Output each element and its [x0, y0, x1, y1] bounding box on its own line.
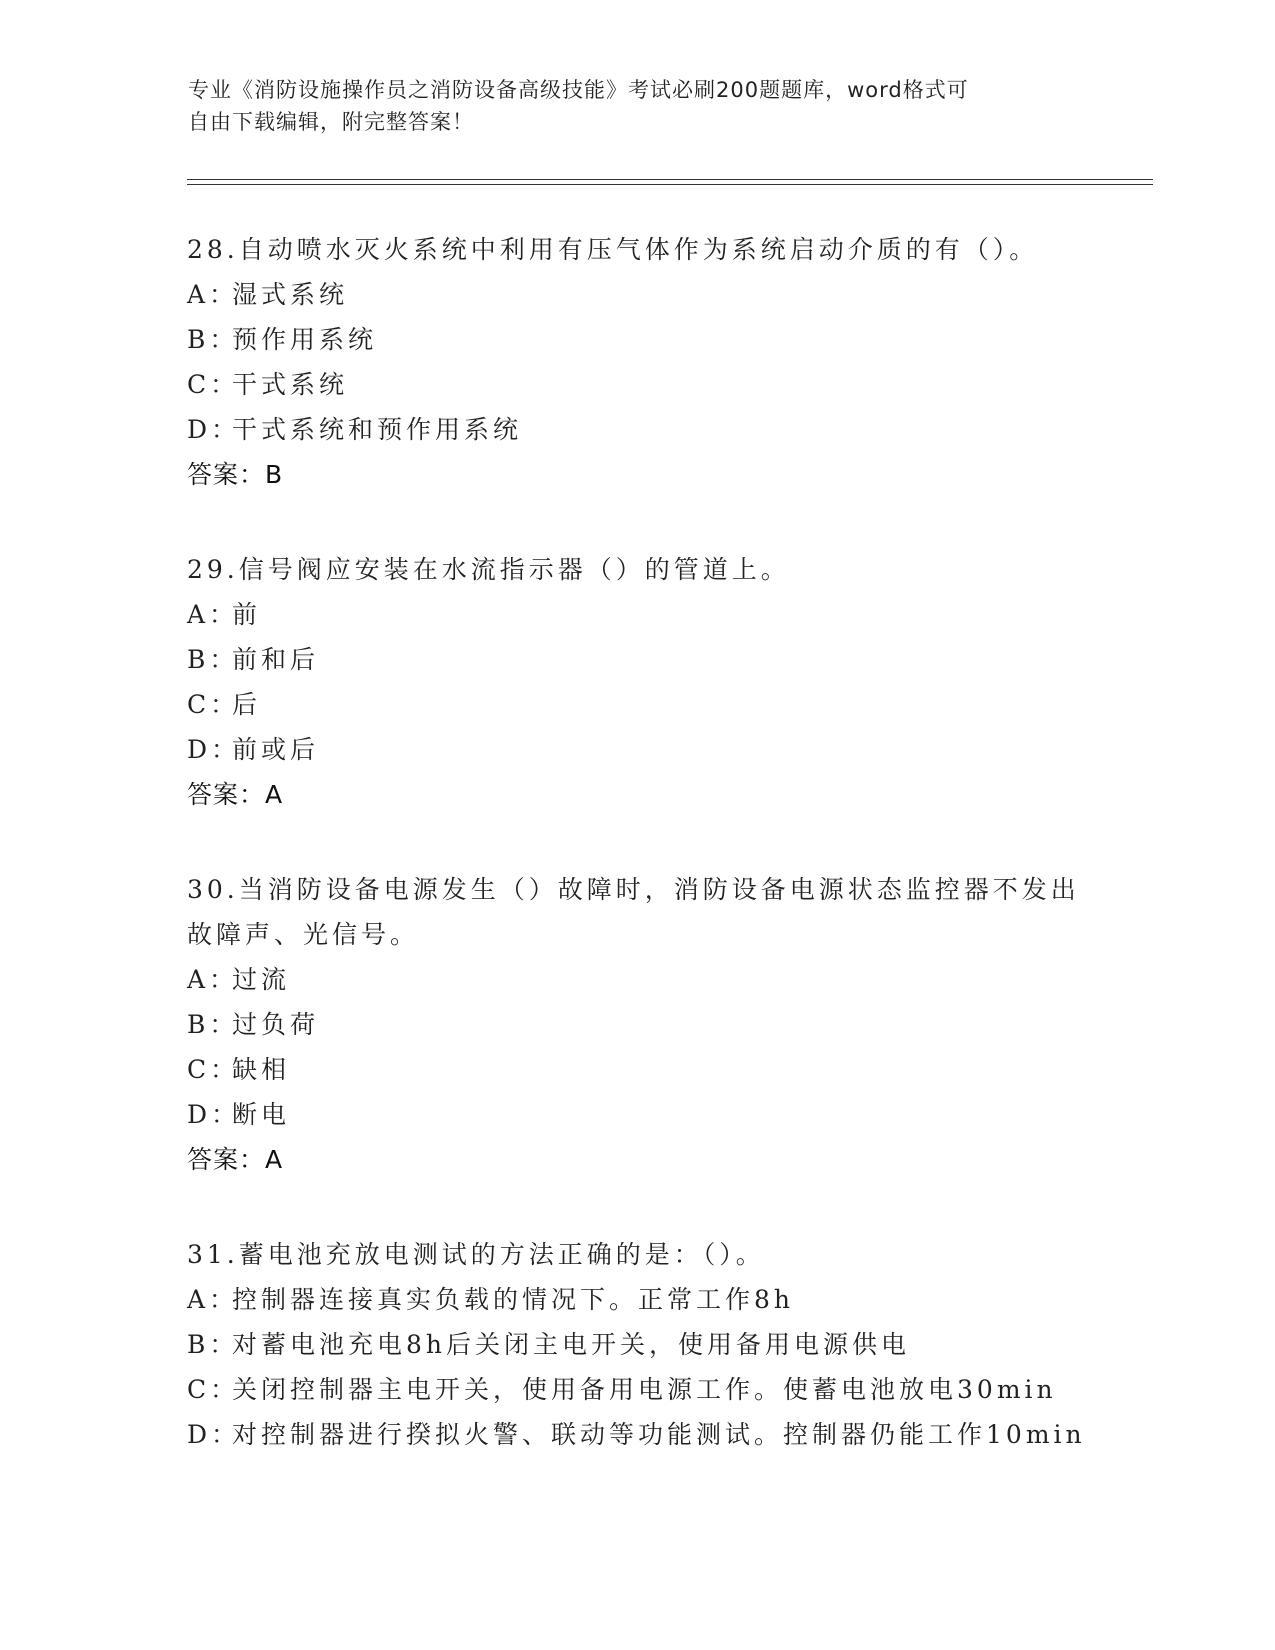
option-text: 前 — [232, 600, 262, 629]
option-key: C： — [187, 370, 240, 399]
option-text: 湿式系统 — [232, 280, 349, 309]
option-text: 过负荷 — [232, 1010, 320, 1039]
option-key: A： — [187, 1285, 239, 1314]
question-stem — [187, 547, 1107, 592]
question-stem — [187, 1232, 1107, 1277]
question-stem-line: 29.信号阀应安装在水流指示器（）的管道上。 — [187, 555, 790, 584]
option-text: 干式系统和预作用系统 — [232, 415, 523, 444]
option-a — [187, 1277, 1107, 1322]
option-a — [187, 957, 1107, 1002]
header-line-2: 自由下载编辑，附完整答案！ — [188, 110, 474, 134]
option-c — [187, 1047, 1107, 1092]
option-text: 后 — [232, 690, 262, 719]
option-text: 断电 — [232, 1100, 291, 1129]
option-key: D： — [187, 415, 241, 444]
option-text: 干式系统 — [232, 370, 349, 399]
option-b — [187, 317, 1107, 362]
question-stem-line: 28.自动喷水灭火系统中利用有压气体作为系统启动介质的有（）。 — [187, 235, 1039, 264]
option-d — [187, 727, 1107, 772]
question-stem-line: 31.蓄电池充放电测试的方法正确的是：（）。 — [187, 1240, 765, 1269]
option-text: 前或后 — [232, 735, 320, 764]
option-key: D： — [187, 1100, 241, 1129]
option-key: C： — [187, 1055, 240, 1084]
option-key: C： — [187, 1375, 240, 1404]
option-key: A： — [187, 280, 239, 309]
answer-line: 答案：A — [187, 780, 284, 809]
header-divider-bottom — [187, 184, 1153, 185]
question-30 — [187, 867, 1107, 1182]
option-text: 前和后 — [232, 645, 320, 674]
question-29 — [187, 547, 1107, 817]
option-b — [187, 1002, 1107, 1047]
option-a — [187, 272, 1107, 317]
option-key: D： — [187, 1420, 241, 1449]
option-text: 缺相 — [232, 1055, 291, 1084]
option-key: A： — [187, 965, 239, 994]
question-31 — [187, 1232, 1107, 1457]
option-text: 预作用系统 — [232, 325, 378, 354]
header-line-1: 专业《消防设施操作员之消防设备高级技能》考试必刷200题题库，word格式可 — [188, 78, 969, 102]
option-key: B： — [187, 1330, 239, 1359]
option-key: B： — [187, 325, 239, 354]
option-a — [187, 592, 1107, 637]
option-d — [187, 1092, 1107, 1137]
option-c — [187, 682, 1107, 727]
question-stem-line: 30.当消防设备电源发生（）故障时，消防设备电源状态监控器不发出 — [187, 875, 1080, 904]
option-b — [187, 1322, 1107, 1367]
option-key: B： — [187, 645, 239, 674]
option-key: A： — [187, 600, 239, 629]
document-header — [188, 74, 1068, 138]
answer-line: 答案：B — [187, 460, 284, 489]
question-stem-line: 故障声、光信号。 — [187, 920, 420, 949]
option-c — [187, 1367, 1107, 1412]
option-key: D： — [187, 735, 241, 764]
header-divider-top — [187, 179, 1153, 180]
option-c — [187, 362, 1107, 407]
question-stem — [187, 227, 1107, 272]
question-list — [187, 227, 1107, 1507]
question-28 — [187, 227, 1107, 497]
question-stem — [187, 867, 1107, 957]
option-text: 控制器连接真实负载的情况下。正常工作8h — [232, 1285, 795, 1314]
option-key: C： — [187, 690, 240, 719]
option-key: B： — [187, 1010, 239, 1039]
option-b — [187, 637, 1107, 682]
option-text: 过流 — [232, 965, 291, 994]
option-text: 关闭控制器主电开关，使用备用电源工作。使蓄电池放电30min — [232, 1375, 1057, 1404]
option-d — [187, 1412, 1107, 1457]
answer-line: 答案：A — [187, 1145, 284, 1174]
option-d — [187, 407, 1107, 452]
option-text: 对蓄电池充电8h后关闭主电开关，使用备用电源供电 — [232, 1330, 911, 1359]
option-text: 对控制器进行揆拟火警、联动等功能测试。控制器仍能工作10min — [232, 1420, 1086, 1449]
